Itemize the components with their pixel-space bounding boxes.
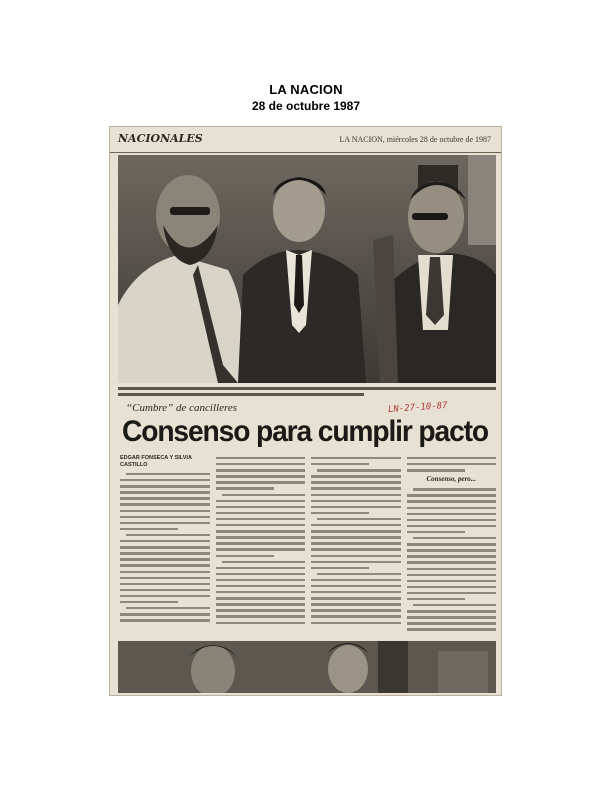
kicker: “Cumbre” de cancilleres [126, 402, 238, 414]
photo-caption [118, 385, 496, 397]
column-3-text [311, 455, 401, 626]
byline: EDGAR FONSECA Y SILVIA CASTILLO [120, 455, 192, 468]
page-title: LA NACION [269, 82, 343, 97]
caption-text-lines [118, 385, 496, 397]
article-columns [120, 455, 496, 635]
article-column-3 [311, 455, 401, 635]
article-column-2 [216, 455, 306, 635]
newspaper-clipping [109, 126, 502, 696]
headline: Consenso para cumplir pacto [122, 415, 488, 448]
column-2-text [216, 455, 306, 626]
section-name: NACIONALES [118, 132, 203, 145]
top-photo [118, 155, 496, 383]
page-header [0, 82, 612, 113]
column-4-text [407, 486, 497, 632]
column-1-text [120, 471, 210, 623]
article-column-1 [120, 455, 210, 635]
top-photo-image [118, 155, 496, 383]
bottom-photo [118, 641, 496, 693]
subheading: Consenso, pero... [426, 475, 477, 484]
page-date: 28 de octubre 1987 [251, 99, 361, 113]
masthead [110, 127, 502, 153]
column-4-text-top [407, 455, 497, 473]
bottom-photo-image [118, 641, 496, 693]
article-column-4 [407, 455, 497, 635]
handwritten-note: LN-27-10-87 [387, 400, 448, 416]
masthead-date: LA NACION, miércoles 28 de octubre de 1987 [339, 135, 491, 144]
